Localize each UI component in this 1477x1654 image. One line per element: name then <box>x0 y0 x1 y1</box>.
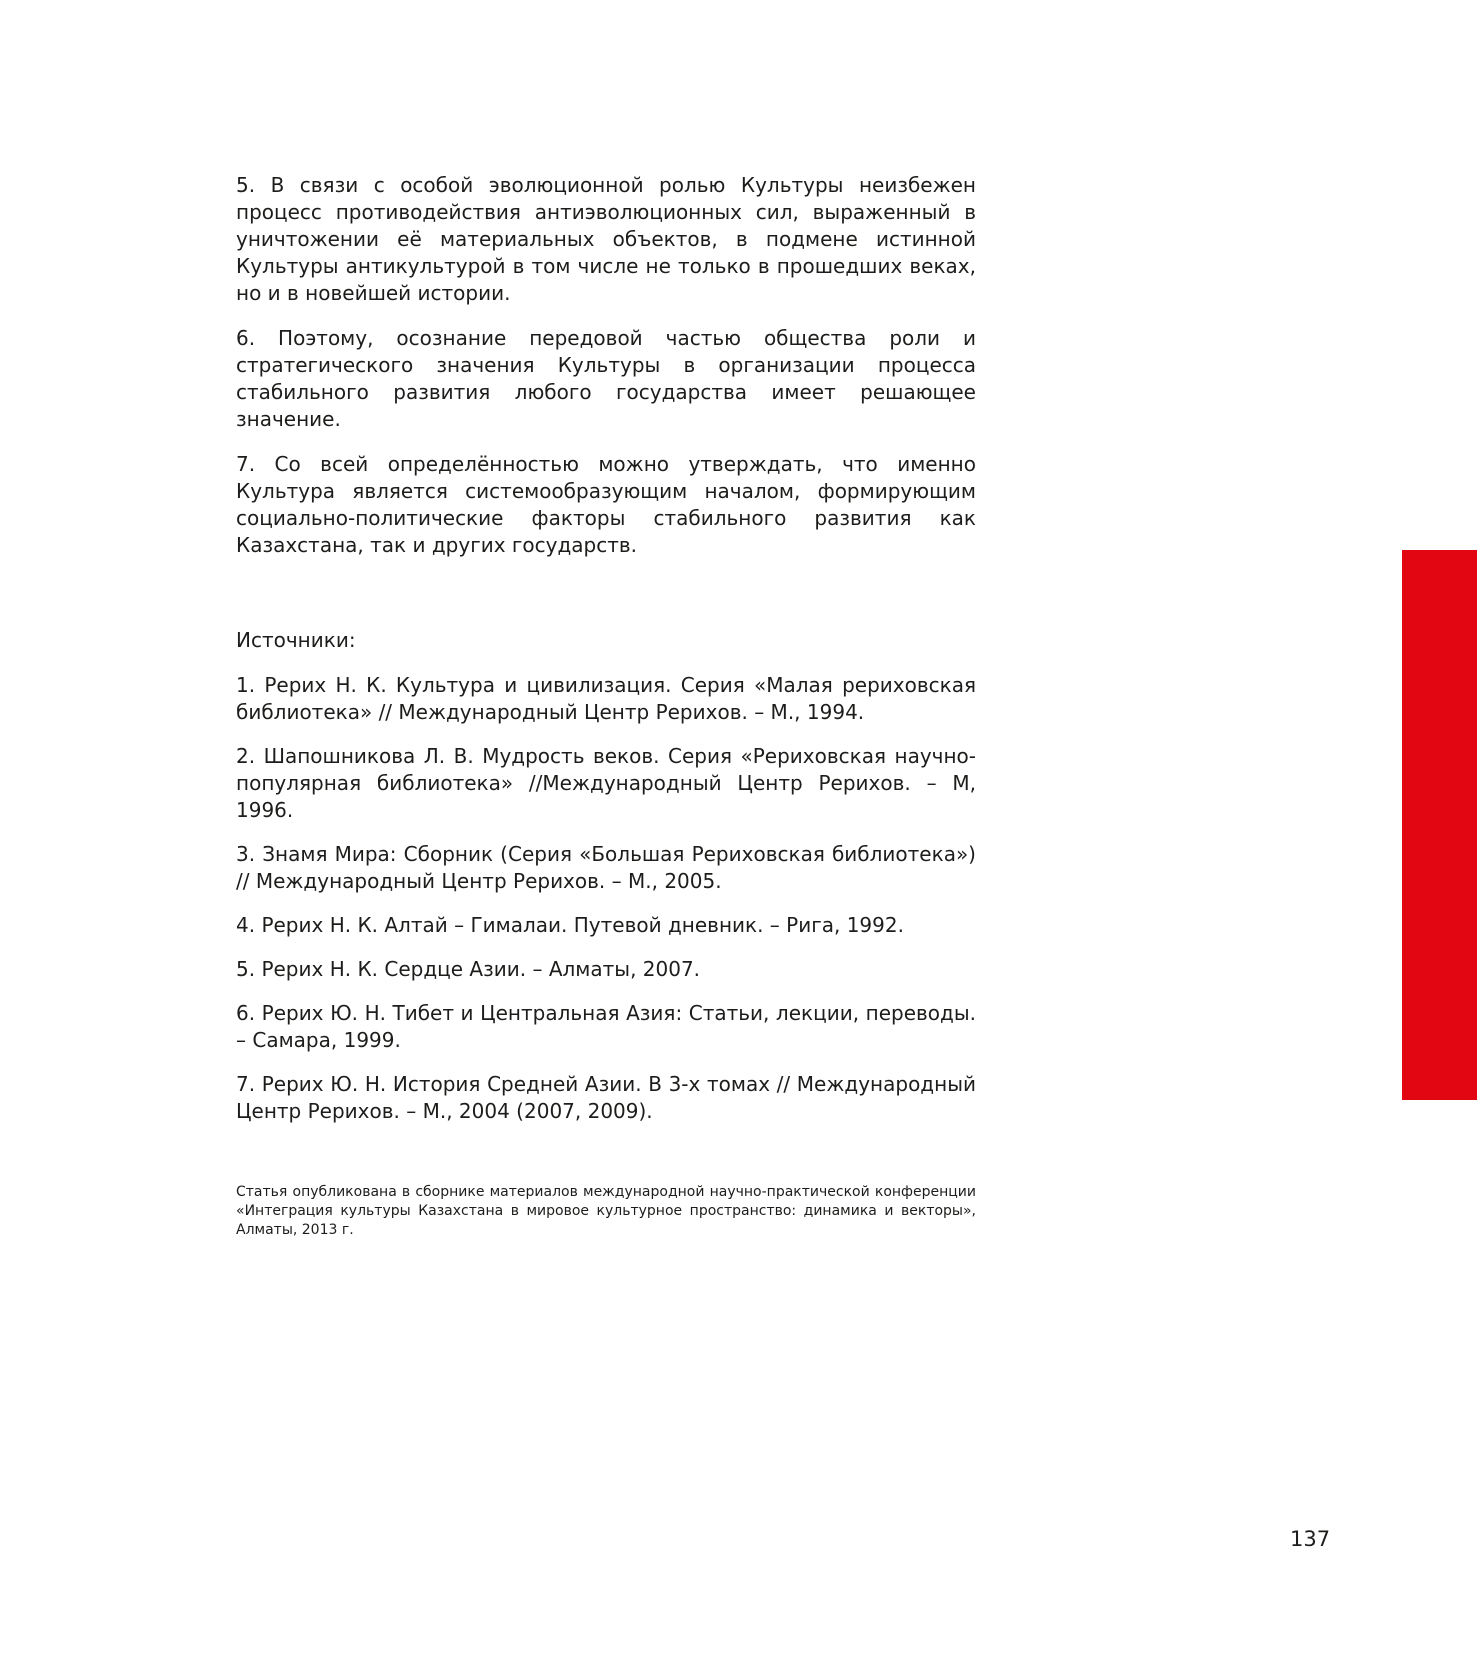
page-number: 137 <box>1290 1527 1331 1551</box>
source-item-2: 2. Шапошникова Л. В. Мудрость веков. Серия «Рериховская научно-популярная библиотека» //Международный Центр Рерихов. – М, 1996. <box>236 744 976 822</box>
source-item-7: 7. Рерих Ю. Н. История Средней Азии. В 3-х томах // Международный Центр Рерихов. – М., 2004 (2007, 2009). <box>236 1072 976 1123</box>
source-item-5: 5. Рерих Н. К. Сердце Азии. – Алматы, 2007. <box>236 957 701 981</box>
source-item-4: 4. Рерих Н. К. Алтай – Гималаи. Путевой дневник. – Рига, 1992. <box>236 913 904 937</box>
paragraph-6: 6. Поэтому, осознание передовой частью общества роли и стратегического значения Культуры в организации процесса стабильного развития любого государства имеет решающее значение. <box>236 326 976 431</box>
paragraph-7: 7. Со всей определённостью можно утверждать, что именно Культура является системообразующим началом, формирующим социально-политические факторы стабильного развития как Казахстана, так и других государств. <box>236 452 976 557</box>
publication-footnote: Статья опубликована в сборнике материалов международной научно-практической конференции «Интеграция культуры Казахстана в мировое культурное пространство: динамика и векторы», Алматы, 2013 г. <box>236 1184 976 1238</box>
source-item-6: 6. Рерих Ю. Н. Тибет и Центральная Азия: Статьи, лекции, переводы. – Самара, 1999. <box>236 1001 976 1052</box>
main-text-column <box>236 172 976 1240</box>
paragraph-5: 5. В связи с особой эволюционной ролью Культуры неизбежен процесс противодействия антиэволюционных сил, выраженный в уничтожении её материальных объектов, в подмене истинной Культуры антикультурой в том числе не только в прошедших веках, но и в новейшей истории. <box>236 173 976 305</box>
red-edge-tab <box>1402 550 1477 1100</box>
sources-heading: Источники: <box>236 628 356 652</box>
source-item-1: 1. Рерих Н. К. Культура и цивилизация. Серия «Малая рериховская библиотека» // Международный Центр Рерихов. – М., 1994. <box>236 673 976 724</box>
source-item-3: 3. Знамя Мира: Сборник (Серия «Большая Рериховская библиотека») // Международный Центр Рерихов. – М., 2005. <box>236 842 976 893</box>
